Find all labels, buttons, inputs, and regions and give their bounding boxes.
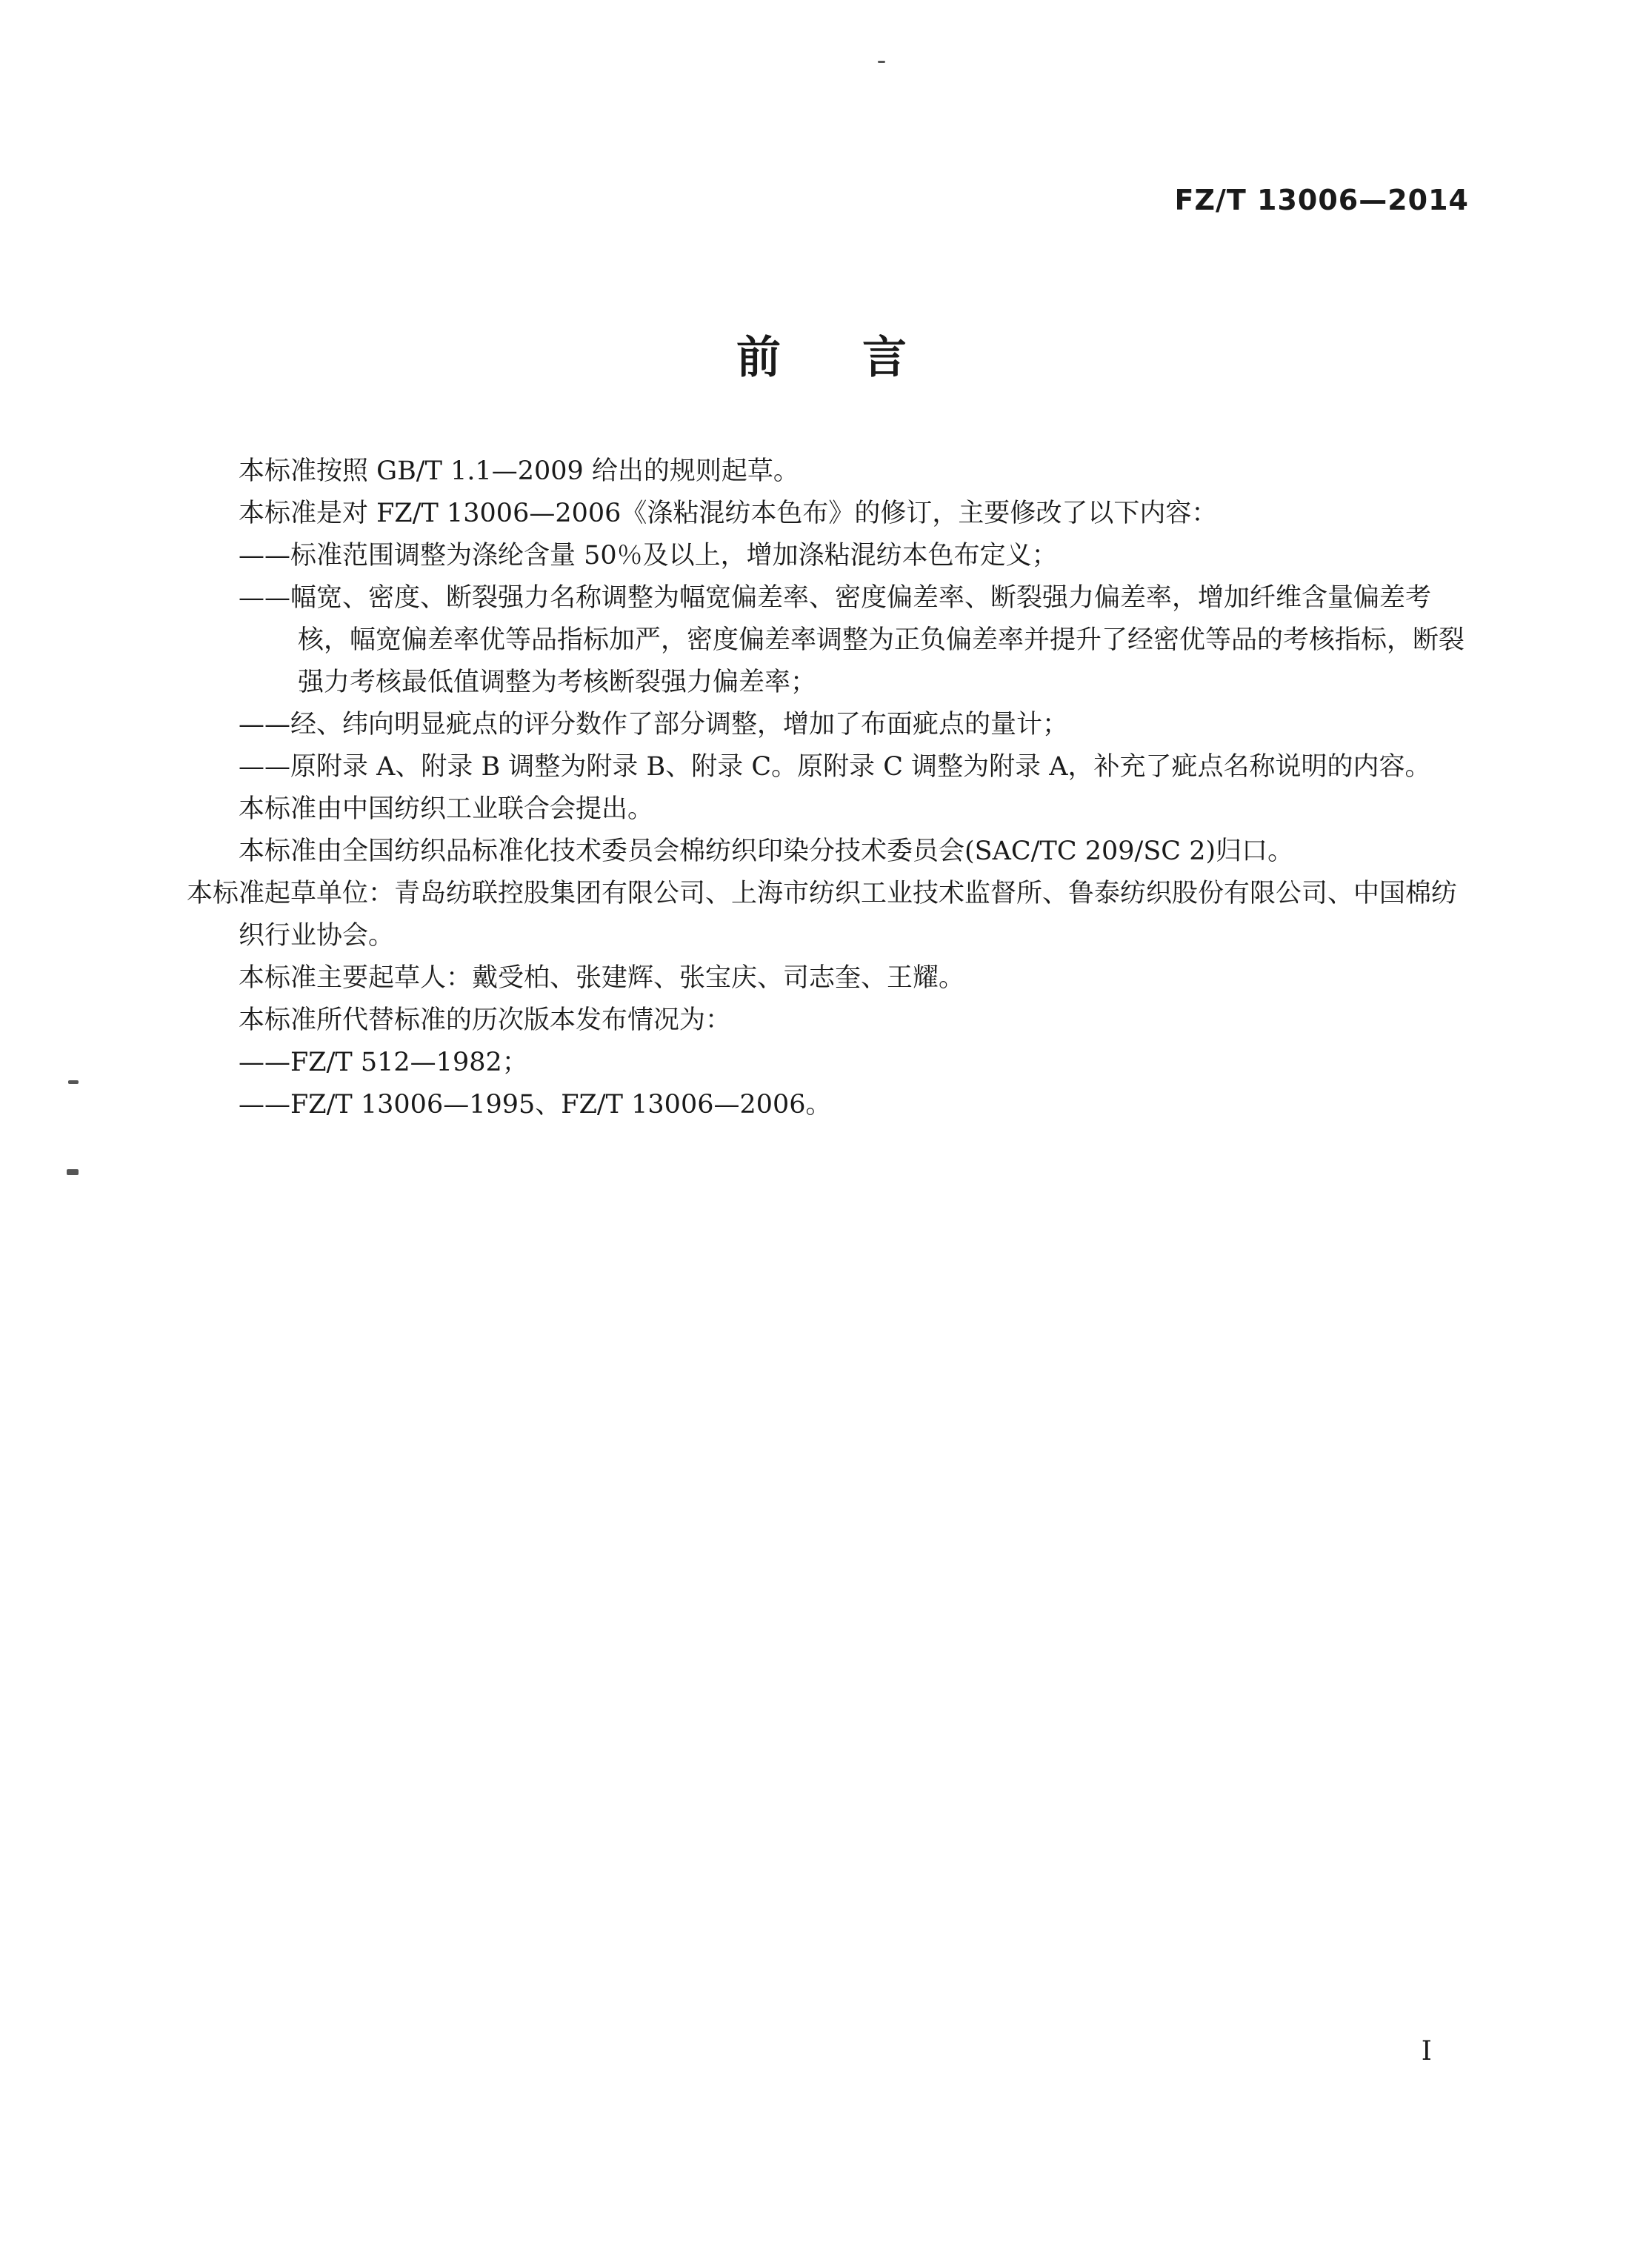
change-item-scope: ——标准范围调整为涤纶含量 50％及以上，增加涤粘混纺本色布定义； (239, 541, 1058, 571)
scan-speck (878, 61, 885, 63)
scan-speck (68, 1080, 79, 1084)
page-number: I (1421, 2036, 1432, 2066)
paragraph-drafters: 本标准主要起草人：戴受柏、张建辉、张宝庆、司志奎、王耀。 (239, 963, 965, 993)
history-item-1982: ——FZ/T 512—1982； (239, 1048, 528, 1077)
paragraph-revision-summary: 本标准是对 FZ/T 13006—2006《涤粘混纺本色布》的修订，主要修改了以下内容： (239, 499, 1218, 528)
page-title (0, 322, 1643, 386)
standard-number: FZ/T 13006—2014 (1174, 184, 1469, 216)
paragraph-drafting-units: 本标准起草单位：青岛纺联控股集团有限公司、上海市纺织工业技术监督所、鲁泰纺织股份有限公司、中国棉纺织行业协会。 (187, 879, 1458, 951)
foreword-body (187, 450, 1472, 1126)
paragraph-drafting-rule: 本标准按照 GB/T 1.1—2009 给出的规则起草。 (239, 456, 799, 486)
change-item-annex: ——原附录 A、附录 B 调整为附录 B、附录 C。原附录 C 调整为附录 A，补充了疵点名称说明的内容。 (239, 752, 1431, 782)
title-char-1: 前 (736, 332, 781, 384)
scan-speck (67, 1169, 79, 1175)
history-item-1995-2006: ——FZ/T 13006—1995、FZ/T 13006—2006。 (239, 1090, 832, 1120)
paragraph-committee: 本标准由全国纺织品标准化技术委员会棉纺织印染分技术委员会(SAC/TC 209/SC 2)归口。 (239, 837, 1294, 866)
change-item-deviation: ——幅宽、密度、断裂强力名称调整为幅宽偏差率、密度偏差率、断裂强力偏差率，增加纤维含量偏差考核，幅宽偏差率优等品指标加严，密度偏差率调整为正负偏差率并提升了经密优等品的考核指标，断裂强力考核最低值调整为考核断裂强力偏差率； (239, 583, 1465, 697)
title-char-2: 言 (862, 332, 907, 384)
paragraph-history-intro: 本标准所代替标准的历次版本发布情况为： (239, 1005, 732, 1035)
paragraph-proposer: 本标准由中国纺织工业联合会提出。 (239, 794, 654, 824)
change-item-defects: ——经、纬向明显疵点的评分数作了部分调整，增加了布面疵点的量计； (239, 710, 1069, 739)
